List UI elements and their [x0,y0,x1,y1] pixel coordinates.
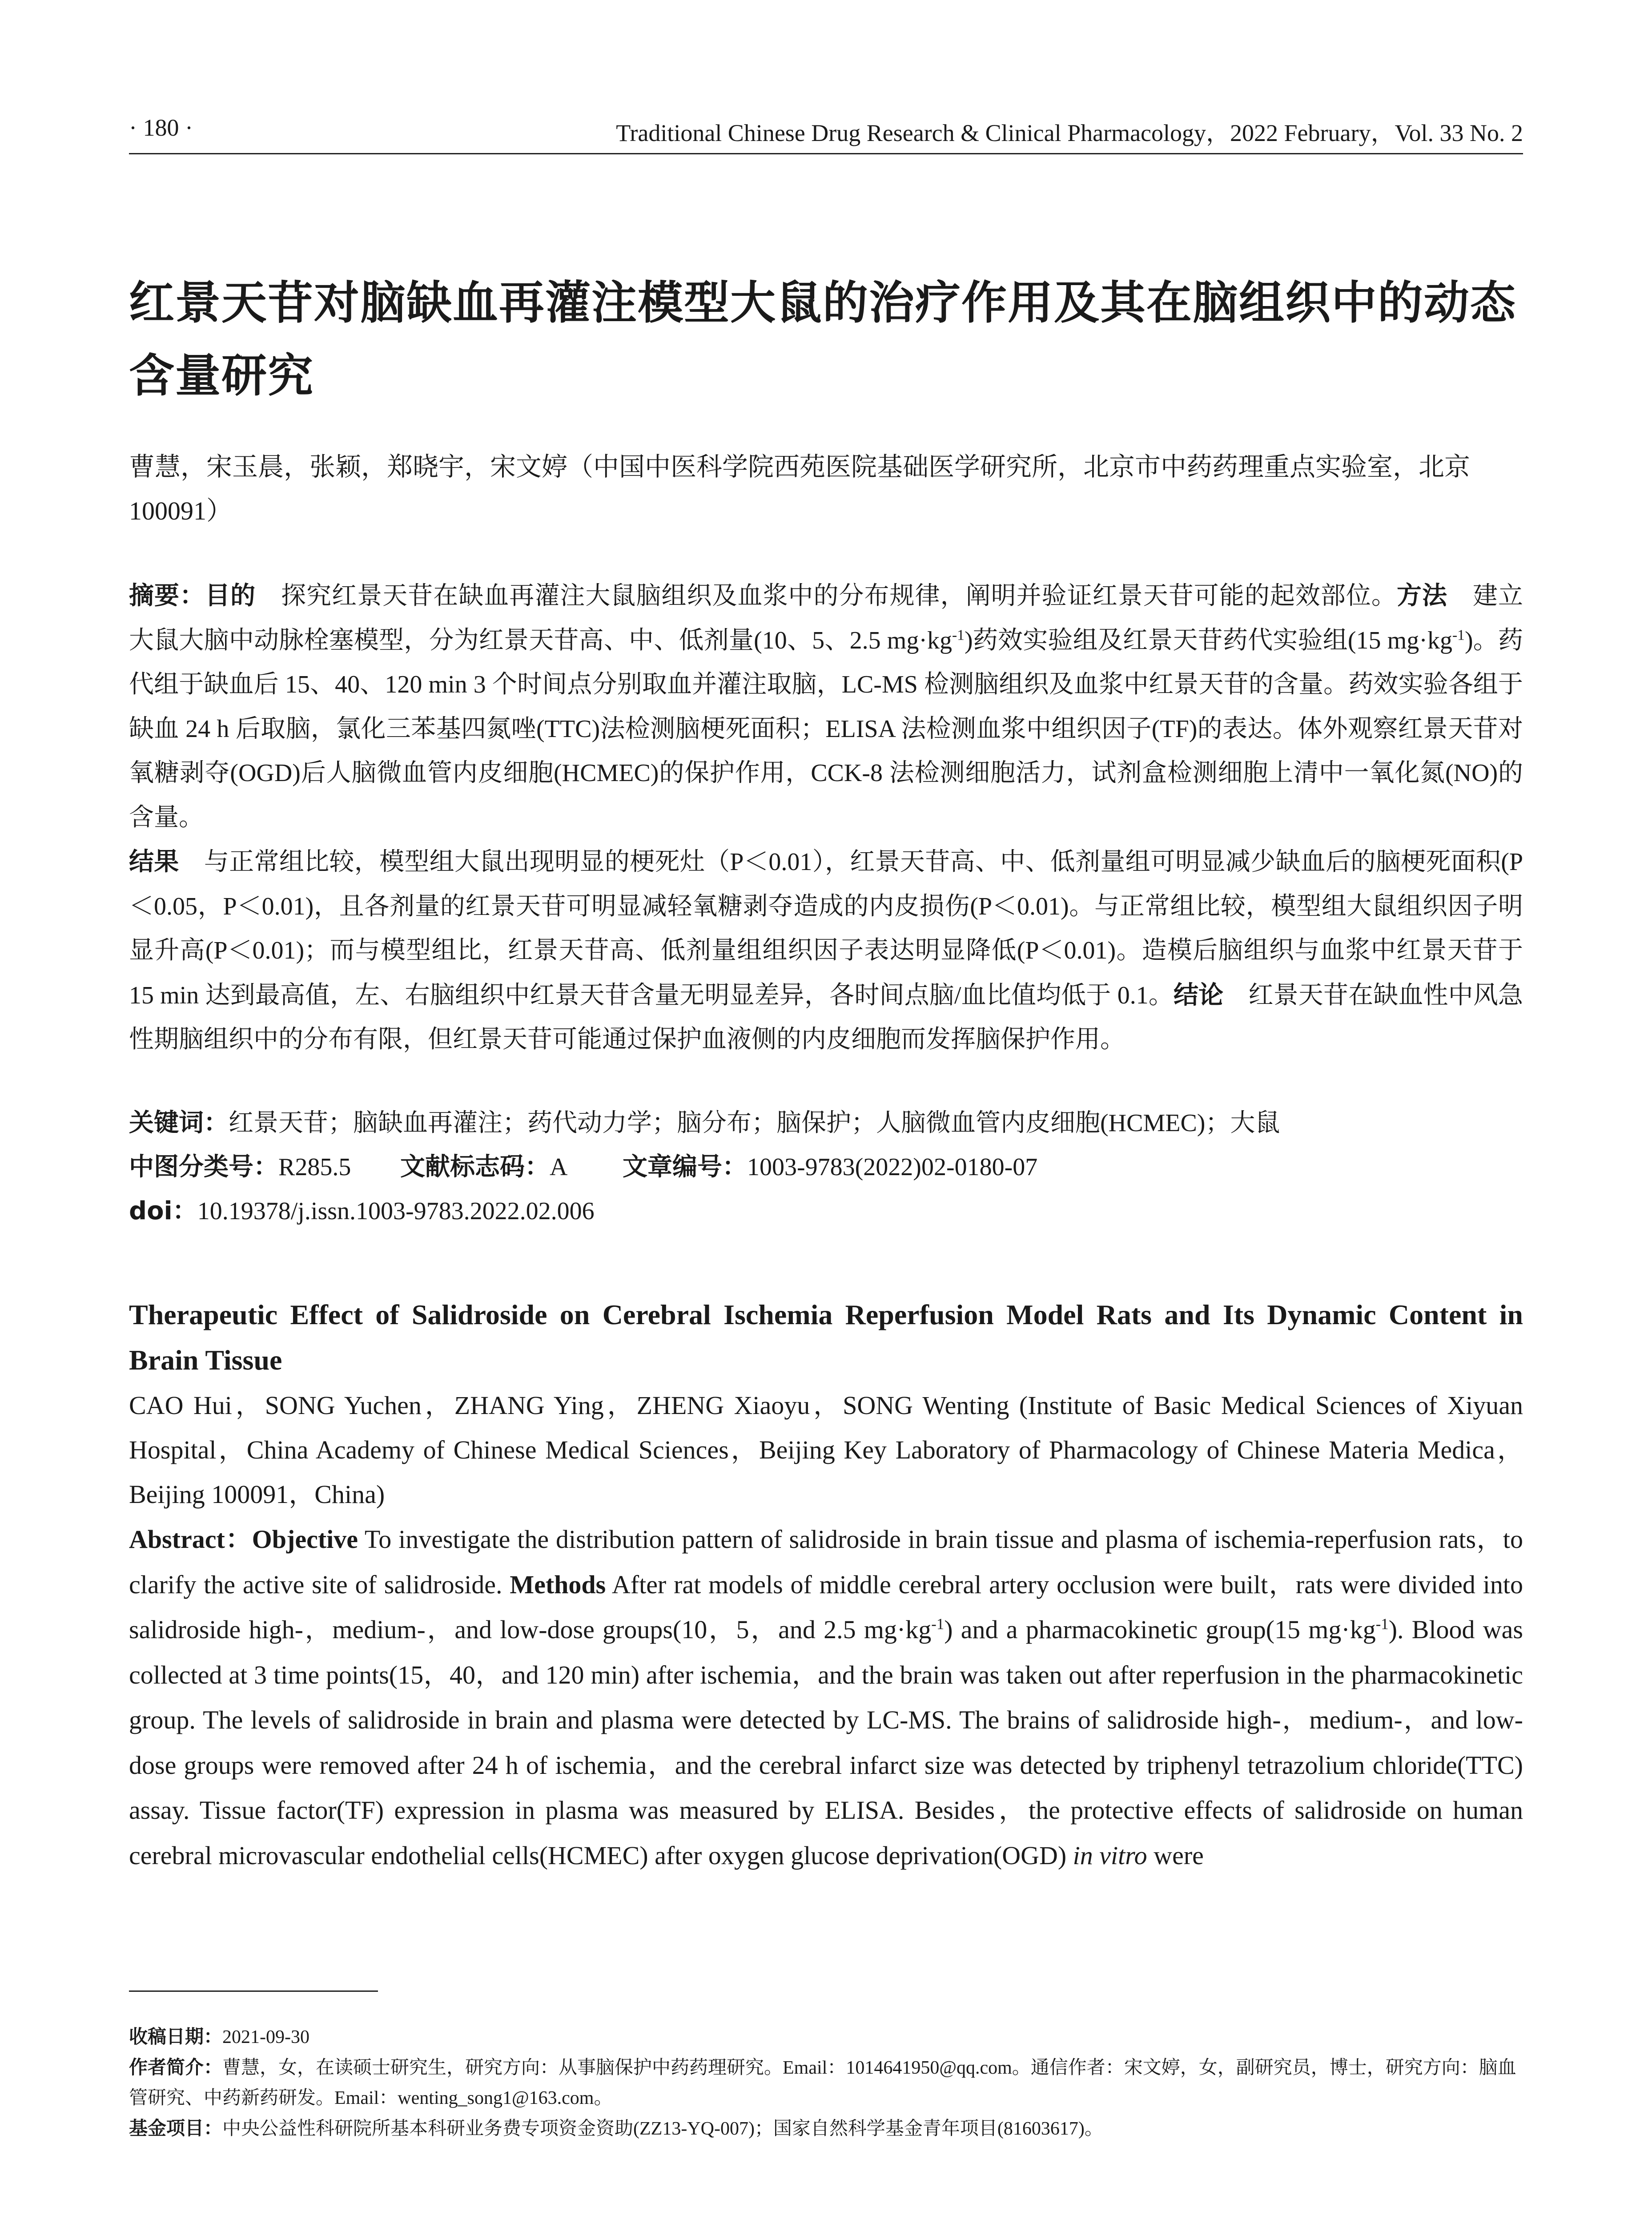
article-number-value: 1003-9783(2022)02-0180-07 [747,1153,1038,1181]
conclusion-text: 红景天苷在缺血性中风急性期脑组织中的分布有限，但红景天苷可能通过保护血液侧的内皮细胞而发挥脑保护作用。 [129,981,1523,1053]
header-rule [129,153,1523,154]
methods-en-text-b: ) and a pharmacokinetic group(15 mg·kg [944,1615,1376,1644]
superscript: -1 [1375,1615,1389,1633]
doc-code-label: 文献标志码： [400,1152,550,1181]
clc-value: R285.5 [278,1153,351,1181]
title-chinese: 红景天苷对脑缺血再灌注模型大鼠的治疗作用及其在脑组织中的动态含量研究 [129,277,1516,403]
methods-en-label: Methods [510,1570,606,1599]
footnote-rule [129,1990,378,1992]
abstract-english [129,1517,1523,1878]
authors-english: CAO Hui，SONG Yuchen，ZHANG Ying，ZHENG Xiaoyu，SONG Wenting (Institute of Basic Medical Sciences of Xiyuan Hospital，China Academy of Chinese Medical Sciences，Beijing Key Laboratory of Pharmacology of Chinese Materia Medica，Beijing 100091，China) [129,1391,1523,1509]
objective-label: 目的 [205,581,256,610]
journal-citation: Traditional Chinese Drug Research & Clinical Pharmacology，2022 February，Vol. 33 No. 2 [616,120,1523,146]
doi-value: 10.19378/j.issn.1003-9783.2022.02.006 [197,1197,595,1225]
doc-code-value: A [550,1153,568,1181]
methods-text-a: 建立大鼠大脑中动脉栓塞模型，分为红景天苷高、中、低剂量(10、5、2.5 mg·kg [129,582,1523,654]
footnotes [129,2022,1523,2144]
clc-label: 中图分类号： [129,1152,278,1181]
methods-text-b: )药效实验组及红景天苷药代实验组(15 mg·kg [964,626,1452,654]
objective-en-text: To investigate the distribution pattern of salidroside in brain tissue and plasma of ischemia-reperfusion rats，to clarify the active site of salidroside. [129,1525,1523,1599]
funding-label: 基金项目： [129,2117,223,2139]
superscript: -1 [931,1615,945,1633]
author-info-label: 作者简介： [129,2056,223,2078]
doi-line [129,1189,1523,1233]
superscript: -1 [1452,626,1465,643]
doi-label: doi： [129,1197,197,1225]
abstract-chinese [129,574,1523,1062]
methods-en-text-c: ). Blood was collected at 3 time points(15，40，and 120 min) after ischemia，and the brain was taken out after reperfusion in the pharmacokinetic group. The levels of salidroside in brain and plasma were detected by LC-MS. The brains of salidroside high-，medium-，and low-dose groups were removed after 24 h of ischemia，and the cerebral infarct size was detected by triphenyl tetrazolium chloride(TTC) assay. Tissue factor(TF) expression in plasma was measured by ELISA. Besides，the protective effects of salidroside on human cerebral microvascular endothelial cells(HCMEC) after oxygen glucose deprivation(OGD) [129,1615,1523,1870]
funding-text: 中央公益性科研院所基本科研业务费专项资金资助(ZZ13-YQ-007)；国家自然科学基金青年项目(81603617)。 [222,2119,1103,2139]
keywords-label: 关键词： [129,1108,229,1137]
methods-text-c: )。药代组于缺血后 15、40、120 min 3 个时间点分别取血并灌注取脑，LC-MS 检测脑组织及血浆中红景天苷的含量。药效实验各组于缺血 24 h 后取脑，氯化三苯基四氮唑(TTC)法检测脑梗死面积；ELISA 法检测血浆中组织因子(TF)的表达。体外观察红景天苷对氧糖剥夺(OGD)后人脑微血管内皮细胞(HCMEC)的保护作用，CCK-8 法检测细胞活力，试剂盒检测细胞上清中一氧化氮(NO)的含量。 [129,626,1523,831]
were-text: were [1154,1841,1204,1870]
page-number: · 180 · [129,114,193,141]
running-head [129,114,1523,149]
results-text: 与正常组比较，模型组大鼠出现明显的梗死灶（P＜0.01），红景天苷高、中、低剂量组可明显减少缺血后的脑梗死面积(P＜0.05，P＜0.01)，且各剂量的红景天苷可明显减轻氧糖剥夺造成的内皮损伤(P＜0.01)。与正常组比较，模型组大鼠组织因子明显升高(P＜0.01)；而与模型组比，红景天苷高、低剂量组组织因子表达明显降低(P＜0.01)。造模后脑组织与血浆中红景天苷于 15 min 达到最高值，左、右脑组织中红景天苷含量无明显差异，各时间点脑/血比值均低于 0.1。 [129,848,1523,1009]
abstract-en-label: Abstract： [129,1525,252,1554]
objective-en-label: Objective [252,1525,358,1554]
title-english: Therapeutic Effect of Salidroside on Cerebral Ischemia Reperfusion Model Rats and Its Dynamic Content in Brain Tissue [129,1299,1523,1376]
article-number-label: 文章编号： [623,1152,747,1181]
keywords-chinese [129,1101,1523,1145]
objective-text: 探究红景天苷在缺血再灌注大鼠脑组织及血浆中的分布规律，阐明并验证红景天苷可能的起效部位。 [281,582,1397,610]
methods-en-text-a: After rat models of middle cerebral artery occlusion were built，rats were divided into salidroside high-，medium-，and low-dose groups(10，5，and 2.5 mg·kg [129,1570,1523,1644]
conclusion-label: 结论 [1174,980,1224,1010]
paper-page [129,0,1523,2224]
author-info-text: 曹慧，女，在读硕士研究生，研究方向：从事脑保护中药药理研究。Email：1014641950@qq.com。通信作者：宋文婷，女，副研究员，博士，研究方向：脑血管研究、中药新药研发。Email：wenting_song1@163.com。 [129,2058,1516,2108]
in-vitro-italic: in vitro [1073,1841,1147,1870]
classification-line [129,1145,1523,1189]
results-label: 结果 [129,847,179,876]
superscript: -1 [952,626,965,643]
received-date: 2021-09-30 [222,2027,309,2047]
keywords-text: 红景天苷；脑缺血再灌注；药代动力学；脑分布；脑保护；人脑微血管内皮细胞(HCMEC)；大鼠 [229,1109,1280,1137]
authors-chinese: 曹慧，宋玉晨，张颖，郑晓宇，宋文婷（中国中医科学院西苑医院基础医学研究所，北京市中药药理重点实验室，北京 100091） [129,452,1471,525]
methods-label: 方法 [1396,581,1447,610]
abstract-label: 摘要： [129,581,205,610]
received-label: 收稿日期： [129,2026,223,2047]
